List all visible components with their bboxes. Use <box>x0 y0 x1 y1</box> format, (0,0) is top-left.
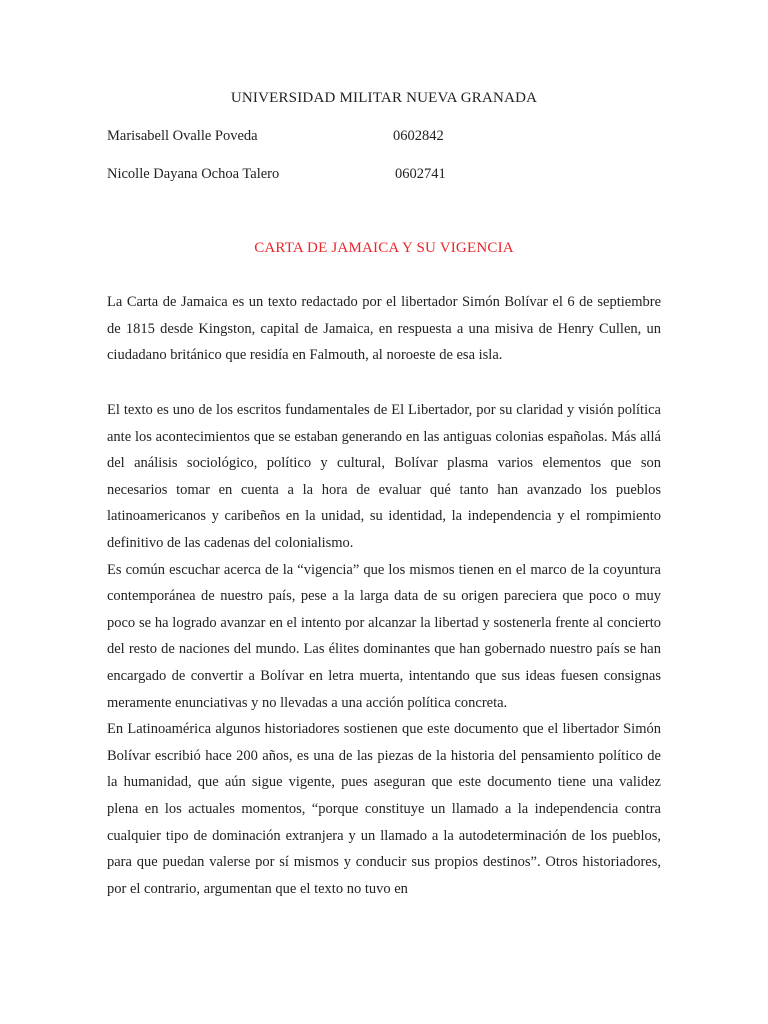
body-paragraph-block <box>107 289 661 369</box>
student-code: 0602741 <box>395 166 446 182</box>
student-code: 0602842 <box>393 128 444 144</box>
paragraph: En Latinoamérica algunos historiadores sostienen que este documento que el libertador Simón Bolívar escribió hace 200 años, es una de las piezas de la historia del pensamiento político de la humanidad, que aún sigue vigente, pues aseguran que este documento tiene una validez plena en los actuales momentos, “porque constituye un llamado a la independencia contra cualquier tipo de dominación extranjera y un llamado a la autodeterminación de los pueblos, para que puedan valerse por sí mismos y conducir sus propios destinos”. Otros historiadores, por el contrario, argumentan que el texto no tuvo en <box>107 721 661 897</box>
paragraph: La Carta de Jamaica es un texto redactado por el libertador Simón Bolívar el 6 de septiembre de 1815 desde Kingston, capital de Jamaica, en respuesta a una misiva de Henry Cullen, un ciudadano británico que residía en Falmouth, al noroeste de esa isla. <box>107 294 661 364</box>
paragraph: Es común escuchar acerca de la “vigencia” que los mismos tienen en el marco de la coyuntura contemporánea de nuestro país, pese a la larga data de su origen pareciera que poco o muy poco se ha logrado avanzar en el intento por alcanzar la libertad y sostenerla frente al concierto del resto de naciones del mundo. Las élites dominantes que han gobernado nuestro país se han encargado de convertir a Bolívar en letra muerta, intentando que sus ideas fuesen consignas meramente enunciativas y no llevadas a una acción política concreta. <box>107 561 661 711</box>
paragraph: El texto es uno de los escritos fundamentales de El Libertador, por su claridad y visión política ante los acontecimientos que se estaban generando en las antiguas colonias españolas. Más allá del análisis sociológico, político y cultural, Bolívar plasma varios elementos que son necesarios tomar en cuenta a la hora de evaluar qué tanto han avanzado los pueblos latinoamericanos y caribeños en la unidad, su identidad, la independencia y el rompimiento definitivo de las cadenas del colonialismo. <box>107 402 661 551</box>
body-paragraph-block <box>107 397 661 902</box>
student-name: Marisabell Ovalle Poveda <box>107 128 258 144</box>
document-title: CARTA DE JAMAICA Y SU VIGENCIA <box>254 240 514 256</box>
student-name: Nicolle Dayana Ochoa Talero <box>107 166 280 182</box>
university-heading: UNIVERSIDAD MILITAR NUEVA GRANADA <box>230 90 538 106</box>
